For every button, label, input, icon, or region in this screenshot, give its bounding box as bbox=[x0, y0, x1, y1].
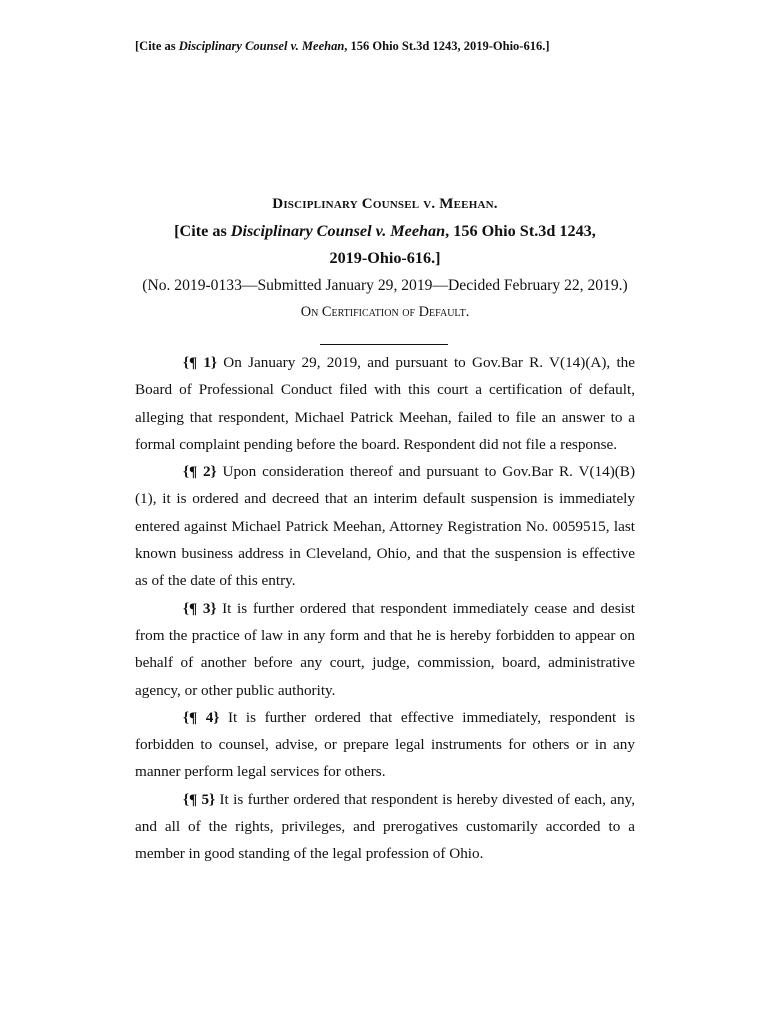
certification-heading: On Certification of Default. bbox=[300, 304, 470, 320]
case-title: Disciplinary Counsel v. Meehan. bbox=[272, 196, 498, 212]
paragraph-text: Upon consideration thereof and pursuant to Gov.Bar R. V(14)(B)(1), it is ordered and decreed that an interim default suspension is immediately entered against Michael Patrick Meehan, Attorney Registration No. 0059515, last known business address in Cleveland, Ohio, and that the suspension is effective as of the date of this entry. bbox=[135, 463, 635, 590]
running-header-prefix: [Cite as bbox=[135, 39, 179, 53]
paragraph-marker: {¶ 5} bbox=[183, 790, 216, 808]
opinion-body bbox=[135, 349, 635, 868]
running-header-citation bbox=[135, 39, 550, 54]
docket-line: (No. 2019-0133—Submitted January 29, 2019—Decided February 22, 2019.) bbox=[142, 277, 628, 294]
caption-citation-line-1 bbox=[135, 218, 635, 245]
caption-citation-line-2: 2019-Ohio-616.] bbox=[329, 249, 441, 267]
running-header-case-name: Disciplinary Counsel v. Meehan bbox=[178, 39, 345, 53]
paragraph bbox=[135, 458, 635, 594]
paragraph-text: On January 29, 2019, and pursuant to Gov.Bar R. V(14)(A), the Board of Professional Conduct filed with this court a certification of default, alleging that respondent, Michael Patrick Meehan, failed to file an answer to a formal complaint pending before the board. Respondent did not file a response. bbox=[135, 354, 635, 453]
paragraph-text: It is further ordered that respondent immediately cease and desist from the practice of law in any form and that he is hereby forbidden to appear on behalf of another before any court, judge, commission, board, administrative agency, or other public authority. bbox=[135, 599, 635, 699]
paragraph bbox=[135, 704, 635, 786]
paragraph-marker: {¶ 1} bbox=[183, 354, 218, 371]
paragraph-text: It is further ordered that effective immediately, respondent is forbidden to counsel, advise, or prepare legal instruments for others or in any manner perform legal services for others. bbox=[135, 708, 636, 781]
caption-cite-suffix: , 156 Ohio St.3d 1243, bbox=[445, 222, 596, 240]
paragraph-marker: {¶ 3} bbox=[183, 599, 217, 617]
section-divider bbox=[320, 344, 448, 345]
case-caption bbox=[135, 190, 635, 326]
paragraph bbox=[135, 786, 635, 868]
paragraph-marker: {¶ 4} bbox=[183, 708, 220, 726]
running-header-suffix: , 156 Ohio St.3d 1243, 2019-Ohio-616.] bbox=[344, 39, 550, 53]
paragraph bbox=[135, 349, 635, 458]
paragraph bbox=[135, 595, 635, 704]
caption-cite-case-name: Disciplinary Counsel v. Meehan bbox=[230, 222, 446, 240]
paragraph-text: It is further ordered that respondent is hereby divested of each, any, and all of the rights, privileges, and prerogatives customarily accorded to a member in good standing of the legal profession of Ohio. bbox=[135, 790, 635, 863]
paragraph-marker: {¶ 2} bbox=[183, 463, 217, 481]
caption-cite-prefix: [Cite as bbox=[174, 222, 231, 240]
